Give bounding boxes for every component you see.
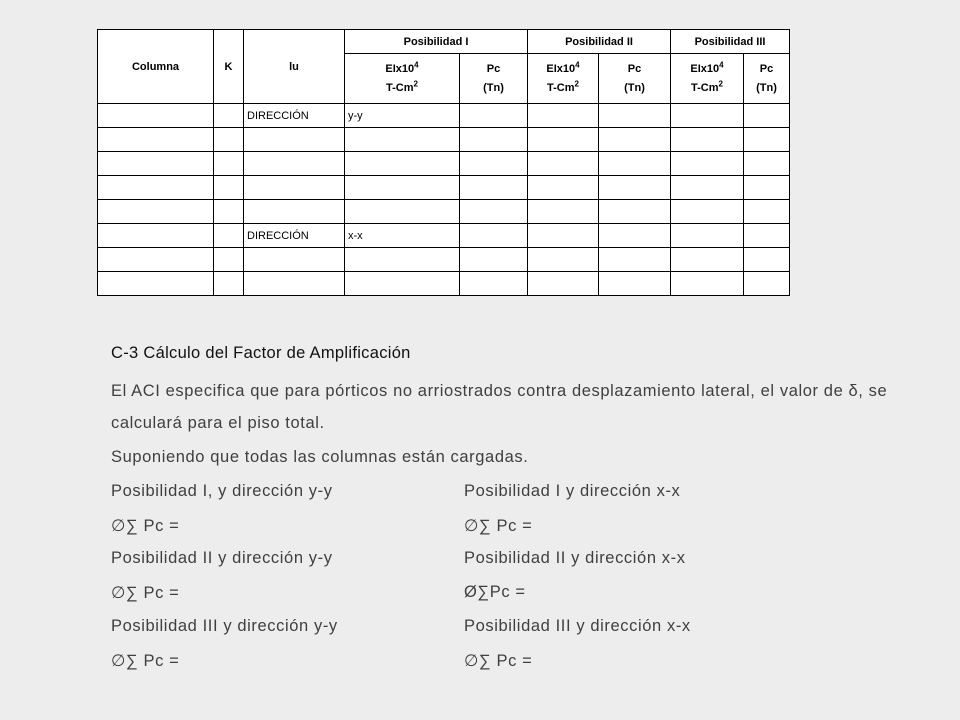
- header-posibilidad-1: Posibilidad I: [345, 30, 528, 54]
- table-cell: [98, 224, 214, 248]
- possibility-1-xx: Posibilidad I y dirección x-x: [464, 482, 681, 500]
- table-cell: [671, 104, 744, 128]
- table-cell: [214, 224, 244, 248]
- section-heading: C-3 Cálculo del Factor de Amplificación: [111, 344, 411, 362]
- table-row: [98, 128, 790, 152]
- table-cell: [460, 104, 528, 128]
- table-row: [98, 200, 790, 224]
- direction-label-yy: DIRECCIÓN: [244, 104, 345, 128]
- header-row: [98, 30, 790, 54]
- subheader-pc-1: Pc (Tn): [460, 54, 528, 104]
- formula-2-yy: ∅∑ Pc =: [111, 584, 180, 602]
- formula-3-xx: ∅∑ Pc =: [464, 652, 533, 670]
- formula-1-xx: ∅∑ Pc =: [464, 517, 533, 535]
- possibility-3-xx: Posibilidad III y dirección x-x: [464, 617, 691, 635]
- table-cell: [744, 104, 790, 128]
- table-cell: [214, 104, 244, 128]
- subheader-pc-2: Pc (Tn): [599, 54, 671, 104]
- table-cell: [599, 104, 671, 128]
- direction-value-xx: x-x: [345, 224, 460, 248]
- subheader-ei-3: $EIx10^4$ T-Cm$^2$: [671, 54, 744, 104]
- subheader-ei-1: $EIx10^4$ T-Cm$^2$: [345, 54, 460, 104]
- direction-label-xx: DIRECCIÓN: [244, 224, 345, 248]
- paragraph-line: El ACI especifica que para pórticos no arriostrados contra desplazamiento lateral, el valor de δ, se: [111, 382, 888, 400]
- table-cell: [744, 224, 790, 248]
- possibility-2-xx: Posibilidad II y dirección x-x: [464, 549, 686, 567]
- table-row: [98, 176, 790, 200]
- direction-value-yy: y-y: [345, 104, 460, 128]
- header-columna: Columna: [98, 30, 214, 104]
- header-posibilidad-2: Posibilidad II: [528, 30, 671, 54]
- table-cell: [528, 104, 599, 128]
- header-lu: lu: [244, 30, 345, 104]
- possibility-1-yy: Posibilidad I, y dirección y-y: [111, 482, 333, 500]
- table-cell: [528, 224, 599, 248]
- table-cell: [460, 224, 528, 248]
- header-posibilidad-3: Posibilidad III: [671, 30, 790, 54]
- table-row-direction-xx: [98, 224, 790, 248]
- formula-1-yy: ∅∑ Pc =: [111, 517, 180, 535]
- formula-3-yy: ∅∑ Pc =: [111, 652, 180, 670]
- header-k: K: [214, 30, 244, 104]
- paragraph-line: Suponiendo que todas las columnas están cargadas.: [111, 448, 529, 466]
- table-row-direction-yy: [98, 104, 790, 128]
- table-cell: [98, 104, 214, 128]
- table-row: [98, 152, 790, 176]
- subheader-ei-2: $EIx10^4$ T-Cm$^2$: [528, 54, 599, 104]
- paragraph-line: calculará para el piso total.: [111, 414, 325, 432]
- table-row: [98, 248, 790, 272]
- subheader-pc-3: Pc (Tn): [744, 54, 790, 104]
- data-table: [97, 29, 790, 296]
- table-cell: [599, 224, 671, 248]
- table-row: [98, 272, 790, 296]
- possibility-3-yy: Posibilidad III y dirección y-y: [111, 617, 338, 635]
- table-cell: [671, 224, 744, 248]
- possibility-2-yy: Posibilidad II y dirección y-y: [111, 549, 333, 567]
- formula-2-xx: Ø∑Pc =: [464, 583, 526, 601]
